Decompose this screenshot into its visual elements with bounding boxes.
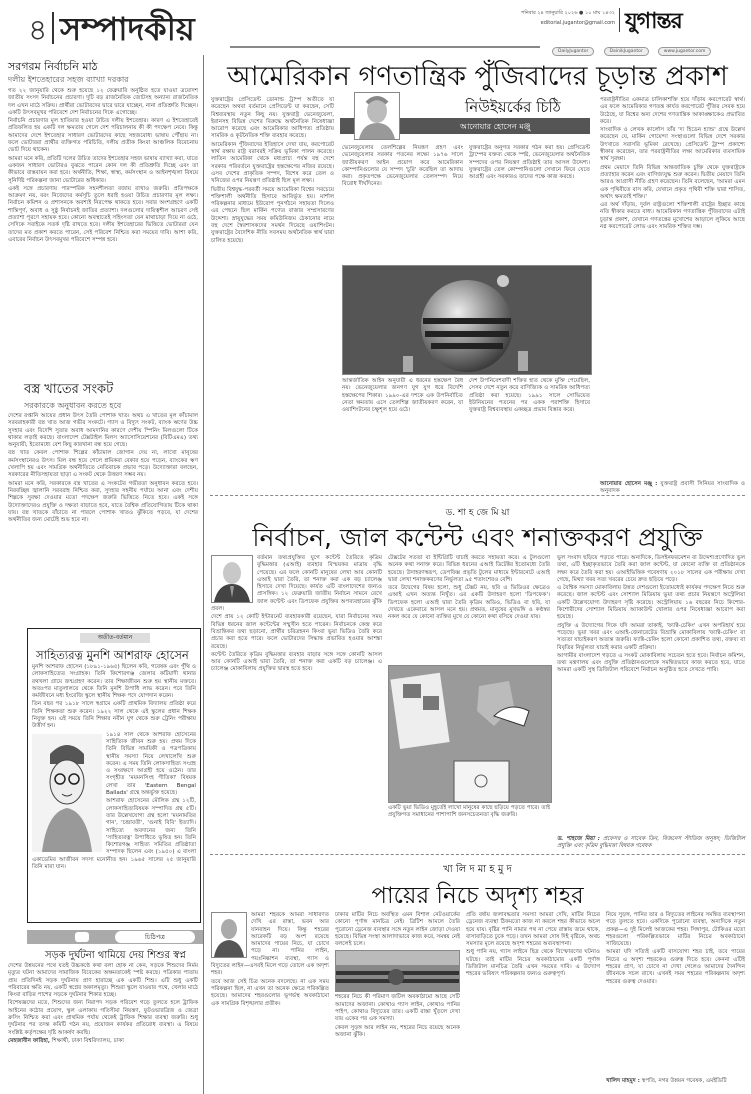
issue-date: শনিবার ২৪ জানুয়ারি ২০২৬ ● ১০ মাঘ ১৪৩২ [521, 10, 615, 16]
paragraph: তিন বছর পর ১৯১৮ সালে স্বগ্রামে একটি প্রাথমিক বিদ্যালয় প্রতিষ্ঠা করে তিনি শিক্ষকতা শুরু করেন। ১৯২২ সাল থেকে এই স্কুলের প্রধান শিক্ষক নিযুক্ত হন। এই সময়ে তিনি শিক্ষার নবীন যুগ থেকে শুরু ট্রেনিং পরীক্ষায় উত্তীর্ণ হন। [32, 701, 196, 730]
editorial-email[interactable]: editorial.jugantor@gmail.com [540, 20, 615, 26]
paragraph: পররাষ্ট্রনীতির একমাত্র চালিকাশক্তি হয়ে দাঁড়ায় করপোরেট স্বার্থ। এর ফলে আমেরিকার গণতন্ত্র কার্যত করপোরেট পুঁজির সেবক হয়ে উঠেছে, যা বিশ্বের অন্য দেশের গণতান্ত্রিক আকাঙ্ক্ষাকেও প্রভাবিত করে। [600, 97, 745, 125]
article-2-col-1 [211, 555, 382, 850]
bio-text: যুক্তরাষ্ট্র প্রবাসী সিনিয়র সাংবাদিক ও অনুবাদক [600, 481, 746, 495]
editorial-1-subtitle: দলীয় ইশতেহারের সহজ ব্যাখ্যা দরকার [8, 75, 129, 84]
article-2-bio [557, 836, 745, 851]
heritage-label [80, 633, 150, 643]
letter-signature [8, 1038, 198, 1045]
letter-title: সড়ক দুর্ঘটনা থামিয়ে দেয় শিশুর স্বপ্ন [45, 950, 186, 961]
ballot-box-image-icon [389, 666, 551, 802]
paragraph: শুধু পানি নয়, গ্যাস লাইনে ছিদ্র থেকে বিস্ফোরণের ঘটনাও ঘটছে। তাই মাটির নিচের অবকাঠামোর একটি পূর্ণাঙ্গ ডিজিটাল মানচিত্র তৈরি এখন সময়ের দাবি। এ উদ্যোগ শহরের ভবিষ্যৎ পরিকল্পনার জন্যও গুরুত্বপূর্ণ। [466, 949, 600, 978]
editorial-2-subtitle: সরকারকে অনুধাবন করতে হবে [24, 401, 122, 410]
paragraph: ১৯১৪ সাল থেকে আশরাফ হোসেনের সাহিত্যিক জীবন শুরু হয়। প্রথম দিকে তিনি বিভিন্ন সাময়িকী ও পত্রপত্রিকায় স্থানীয় সমস্যা নিয়ে লেখালেখি শুরু করেন। এ সময় তিনি লোকসাহিত্য সংগ্রহ ও সংরক্ষণে আগ্রহী হয়ে ওঠেন। তার সংগৃহীত 'ময়মনসিংহ গীতিকা' বিষয়ক লেখা তার 'Eastern Bengal Ballads' গ্রন্থে অন্তর্ভুক্ত হয়েছে। [106, 731, 196, 797]
article-2-col-2-top [388, 555, 550, 662]
paragraph: আমরা যদি সত্যিই একটি বাসযোগ্য শহর চাই, তবে পায়ের নিচের এ অদৃশ্য শহরকেও গুরুত্ব দিতে হবে। কেননা এটিই শহরের প্রাণ, যা চোখে না দেখা গেলেও আমাদের দৈনন্দিন জীবনকে সচল রাখে। এখনই সময় শহরের পরিকল্পনায় অদৃশ্য শহরের গুরুত্ব দেওয়ার। [606, 949, 745, 985]
article-3-col-3 [466, 912, 600, 1092]
paragraph: শহরের নিচে কী পরিমাণ জটিল অবকাঠামো আছে সেটি আমাদের অজানা। কোথাও গ্যাস লাইন, কোথাও পানির পাইপ, কোথাও বিদ্যুতের তার। একটি রাস্তা খুঁড়লে দেখা যায় একের পর এক সমস্যা। [335, 994, 460, 1023]
bio-name: ড. শাহজে মিয়া : [557, 836, 600, 842]
election-illustration [388, 665, 552, 803]
article-3-bio [606, 1078, 745, 1087]
portrait-sketch-icon [32, 734, 102, 852]
paragraph: আন্তর্জাতিক আইন অনুযায়ী এ ধরনের হস্তক্ষেপ বৈধ নয়। ভেনেজুয়েলার জনগণ যুগ যুগ ধরে বিদেশি হস্তক্ষেপের শিকার। ১৯৯০-এর দশকে এক উপনির্বাচিত নেতা ক্ষমতায় এসে তেলশিল্প জাতীয়করণ করেন, যা ওয়াশিংটনের চক্ষুশূল হয়ে ওঠে। [342, 378, 463, 414]
logo-divider [619, 8, 620, 32]
paragraph: প্রতি বর্ষায় জলাবদ্ধতার সমস্যা আমরা দেখি, মাটির নিচের ড্রেনেজ ব্যবস্থা ঠিকমতো কাজ না করলে শহর কীভাবে অচল হয়ে যায়। বৃষ্টির পানি নামার পথ না পেয়ে রাস্তায় জমে থাকে, বাসাবাড়িতে ঢুকে পড়ে। তখন আমরা দোষ দিই বৃষ্টিকে, অথচ সমস্যার মূলে রয়েছে অদৃশ্য শহরের অব্যবস্থাপনা। [466, 912, 600, 948]
paragraph: নির্বাচনি প্রচারণার মূল হাতিয়ার হওয়া উচিত দলীয় ইশতেহার। কারণ এ ইশতেহারেই প্রতিফলিত হয় একটি দল ক্ষমতায় গেলে দেশ পরিচালনায় কী কী পদক্ষেপ নেবে। কিন্তু আমাদের দেশে ইশতেহার সাধারণ ভোটারদের কাছে সহজবোধ্য ভাষায় পৌঁছায় না। ফলে ভোটাররা প্রার্থীর ব্যক্তিগত পরিচিতি, দলীয় প্রতীক কিংবা আঞ্চলিক বিবেচনায় ভোট দিয়ে থাকেন। [8, 118, 198, 154]
paragraph: আগামীর বাংলাদেশ গড়তে এ সংকট মোকাবিলায় সচেতন হতে হবে। নির্বাচন কমিশন, তথ্য মন্ত্রণালয় এবং প্রযুক্তি প্রতিষ্ঠানগুলোকে সমন্বিতভাবে কাজ করতে হবে, যাতে আমরা একটি সুস্থ ডিজিটাল পরিবেশে নির্বাচন অনুষ্ঠিত হতে দেখতে পারি। [557, 652, 745, 674]
paragraph: গত ২২ জানুয়ারি থেকে শুরু হয়েছে ১২ ফেব্রুয়ারি অনুষ্ঠিত হতে যাওয়া ত্রয়োদশ জাতীয় সংসদ নির্বাচনের প্রচারণা। দুটি বড় রাজনৈতিক জোটসহ অন্যান্য রাজনৈতিক দল এখন মাঠে সক্রিয়। প্রার্থীরা ভোটারদের দ্বারে দ্বারে যাচ্ছেন, নানা প্রতিশ্রুতি দিচ্ছেন। একটি উৎসবমুখর পরিবেশে দেশ নির্বাচনের দিকে এগোচ্ছে। [8, 88, 198, 116]
paragraph: টেক্সটের সততা বা ইন্টিগ্রিটি যাচাই করতে সহায়তা করে। এ টুলগুলো অনেক কথা সনাক্ত করে। বিভিন্ন ধরনের এআই ডিটেক্টর ইতোমধ্যে তৈরি হয়েছে। উদাহরণস্বরূপ, ডেপফিক্স প্রভৃতি টুলের মাধ্যমে ইন্টারনেটে এআই দ্বারা লেখা শনাক্তকরণের নির্ভুলতা ৯৫ শতাংশেরও বেশি। [388, 555, 550, 583]
paragraph: আশরাফ হোসেনের মৌলিক গ্রন্থ ১২টি, লোকসাহিত্যবিষয়ক সম্পাদিত গ্রন্থ ৫টি। তার উল্লেখযোগ্য গ্রন্থ হলো 'ময়নামতির গান', 'চন্দ্রাবতী', 'গুনাই বিবি' ইত্যাদি। সাহিত্যে অবদানের জন্য তিনি 'সাহিত্যরত্ন' উপাধিতে ভূষিত হন। তিনি কিশোরগঞ্জ সাহিত্য সমিতির প্রতিষ্ঠাতা সম্পাদক ছিলেন এবং (১৯৫০) এ বাংলা একাডেমির আজীবন সদস্য মনোনীত হন। ১৯৬৫ সালের ২৫ জানুয়ারি তিনি মারা যান। [32, 798, 196, 871]
letter-body [8, 963, 198, 1091]
editorial-2-title: বস্ত্র খাতের সংকট [24, 382, 114, 397]
bio-text: স্থপতি, নগর উন্নয়ন গবেষক, এমইডিটি [639, 1078, 727, 1084]
bio-name: আনোয়ার হোসেন মঞ্জু : [600, 481, 658, 487]
paragraph: আমেরিকান পুঁজিবাদের ইতিহাসে দেখা যায়, করপোরেট স্বার্থ রক্ষায় রাষ্ট্র বরাবরই সক্রিয় ভূমিকা পালন করেছে। লাতিন আমেরিকা থেকে মধ্যপ্রাচ্য পর্যন্ত বহু দেশে সরকার পরিবর্তনে যুক্তরাষ্ট্রের হস্তক্ষেপের নজির রয়েছে। এসব দেশের প্রাকৃতিক সম্পদ, বিশেষ করে তেল ও খনিজের ওপর নিয়ন্ত্রণ প্রতিষ্ঠাই ছিল মূল লক্ষ্য। [211, 141, 334, 185]
article-1-col-2-bottom [342, 378, 463, 490]
article-1-col-3-top [469, 145, 590, 261]
author-portrait-icon [355, 93, 399, 139]
paragraph: যুক্তরাষ্ট্রের প্রেসিডেন্ট ডোনাল্ড ট্রাম্প অতীতে যা করেছেন অথবা বর্তমানে প্রেসিডেন্ট যা করছেন, সেটি বিশ্বব্যবস্থায় নতুন কিছু নয়। যুক্তরাষ্ট্র ভেনেজুয়েলা, ইরানসহ বিভিন্ন দেশের বিরুদ্ধে অর্থনৈতিক নিষেধাজ্ঞা আরোপ করেছে এবং আমেরিকার আধিপত্য প্রতিষ্ঠায় সামরিক ও কূটনৈতিক শক্তি ব্যবহার করেছে। [211, 97, 334, 140]
article-3-col-2 [335, 912, 460, 1092]
author-photo [211, 555, 253, 603]
paragraph: যুক্তরাষ্ট্রের অনুগত সরকার গঠন করা হয়। প্রেসিডেন্ট ট্রাম্পের বক্তব্য থেকে স্পষ্ট, ভেনেজুয়েলার অর্থনৈতিক সম্পদের ওপর নিয়ন্ত্রণ প্রতিষ্ঠাই তার আসল উদ্দেশ্য। যুক্তরাষ্ট্রের তেল কোম্পানিগুলো সেখানে ফিরে যেতে আগ্রহী এবং সরকারও তাদের পক্ষে কাজ করছে। [469, 145, 590, 181]
bio-name: খালিদ মাহমুদ : [606, 1078, 640, 1084]
paragraph: ভেনেজুয়েলার তেলশিল্পের নিয়ন্ত্রণ গ্রহণ এবং ভেনেজুয়েলার সরকার পতনের লক্ষ্যে ১৯৭৬ সালে জাতীয়করণ আইন প্রয়োগ করে আমেরিকান কোম্পানিগুলোর যে সম্পদ 'চুরি' করেছিল তা আদায় করা। প্রকৃতপক্ষে ভেনেজুয়েলার তেলসম্পদ নিয়ে বিরোধ দীর্ঘদিনের। [342, 145, 463, 188]
section-separator [210, 495, 745, 496]
article-1-col-3-bottom [469, 378, 590, 490]
author-photo [211, 912, 247, 958]
paragraph: আমরা শহরকে আমরা সাধারণত দেখি এর রাস্তা, ভবন আর যানবাহন দিয়ে। কিন্তু শহরের আরেকটি বড় অংশ রয়েছে আমাদের পায়ের নিচে, যা চোখে পড়ে না। পানির লাইন, পয়ঃনিষ্কাশন ব্যবস্থা, গ্যাস ও বিদ্যুতের লাইন—এসবই মিলে গড়ে তোলে এক অদৃশ্য শহর। [211, 912, 329, 977]
editorial-1-title: সরগরম নির্বাচনি মাঠ [8, 60, 98, 73]
website-link[interactable]: www.jugantor.com [658, 47, 712, 56]
facebook-link-2[interactable]: DainikJugantor [604, 47, 649, 56]
column-banner-title: নিউইয়র্কের চিঠি [465, 98, 561, 116]
paragraph: প্রযুক্তি এ উদ্যোগের দিকে যদি আমরা তাকাই, 'ফ্যাক্ট-চেকিং' এখন অপরিহার্য হয়ে পড়েছে। ভুয়া খবর এবং এআই-জেনারেটেড বিভ্রান্তি মোকাবিলায় 'ফ্যাক্ট-চেকিং' বা সত্যতা যাচাইকরণ অত্যন্ত জরুরি। ফ্যাক্ট-চেকিং হলো কোনো প্রকাশিত তথ্য, বক্তব্য বা বিবৃতির নির্ভুলতা যাচাই করার একটি প্রক্রিয়া। [557, 622, 745, 651]
paragraph: বর্তমান তথ্যপ্রযুক্তির যুগে কন্টেন্ট তৈরিতে কৃত্রিম বুদ্ধিমত্তার (এআই) ব্যবহার বিস্ময়কর মাত্রায় বৃদ্ধি পেয়েছে। এর ফলে কোনটি মানুষের লেখা আর কোনটি এআই দ্বারা তৈরি, তা শনাক্ত করা এক বড় চ্যালেঞ্জ হিসাবে দেখা দিয়েছে। কার্যত এটি বাংলাদেশের জন্যও প্রাসঙ্গিক। ১২ ফেব্রুয়ারি জাতীয় নির্বাচন সামনে রেখে জাল কন্টেন্ট এবং ডিপফেক প্রযুক্তির অপব্যবহারের ঝুঁকি প্রবল। [211, 555, 382, 613]
paragraph: একই সঙ্গে প্রচারণায় পারস্পরিক সহনশীলতা বজায় রাখাও জরুরি। প্রতিপক্ষকে আক্রমণ নয়, বরং নিজেদের কর্মসূচি তুলে ধরাই হওয়া উচিত প্রচারণার মূল লক্ষ্য। নির্বাচন কমিশন ও প্রশাসনকে অবশ্যই নিরপেক্ষ থাকতে হবে। সবার অংশগ্রহণে একটি শান্তিপূর্ণ, অবাধ ও সুষ্ঠু নির্বাচনই জাতির প্রত্যাশা। দলগুলোর দায়িত্বশীল আচরণ সেই প্রত্যাশা পূরণে সহায়ক হবে। কোনো অবস্থাতেই সহিংসতা যেন মাথাচাড়া দিয়ে না ওঠে, সেদিকে সবাইকে সতর্ক দৃষ্টি রাখতে হবে। দলীয় ইশতেহারের ভিত্তিতে ভোটাররা যেন তাদের মত প্রকাশ করতে পারেন, সেই পরিবেশ নিশ্চিত করা সময়ের দাবি। আশা করি, এবারের নির্বাচন উৎসবমুখর পরিবেশে সম্পন্ন হবে। [8, 185, 198, 243]
paragraph: আমরা মনে করি, সরকারকে বস্ত্র খাতের এ সংকটের গভীরতা অনুধাবন করতে হবে। নিরবচ্ছিন্ন জ্বালানি সরবরাহ নিশ্চিত করা, সুদহার সহনীয় পর্যায়ে আনা এবং দেশীয় শিল্পকে সুরক্ষা দেওয়ার মতো পদক্ষেপ জরুরি ভিত্তিতে নিতে হবে। একই সঙ্গে উদ্যোক্তাদেরও প্রযুক্তি ও দক্ষতা বাড়াতে হবে, যাতে বৈশ্বিক প্রতিযোগিতায় টিকে থাকা যায়। বস্ত্র খাতকে বাঁচাতে না পারলে পোশাক খাতও ঝুঁকিতে পড়বে, যা দেশের অর্থনীতির জন্য মোটেই শুভ হবে না। [8, 480, 198, 524]
author-portrait-icon [212, 913, 246, 957]
paragraph: মুনশি আশরাফ হোসেন (১৮৯১-১৯৬৫) ছিলেন কবি, গবেষক এবং পুঁথি ও লোকসাহিত্যের সংগ্রাহক। তিনি কিশোরগঞ্জ জেলার কটিয়াদী থানার রথখলা গ্রামে জন্মগ্রহণ করেন। তার শিক্ষাজীবন শুরু হয় স্থানীয় মক্তবে। অতঃপর মাতুলালয়ে থেকে তিনি মুনশি উপাধি লাভ করেন। পরে তিনি কর্মজীবনে মধ্য ইংরেজি স্কুলে স্থানীয় শিক্ষক পদে যোগদান করেন। [32, 664, 196, 700]
section-separator [210, 854, 745, 855]
paragraph: দেশের উন্নয়নের পথে যতই উচ্চকণ্ঠে কথা বলা হোক না কেন, সড়কে শিশুদের নির্মম মৃত্যুর ঘটনা আমাদের সামাজিক বিবেকের অক্ষমতাকেই স্পষ্ট করছে। পত্রিকার পাতায় প্রায় প্রতিদিনই সড়ক দুর্ঘটনায় প্রাণ হারাচ্ছে এক একটি শিশু। এটি শুধু একটি পরিবারের ক্ষতি নয়, একটি স্বপ্নের অকালমৃত্যু। শিশুরা স্কুলে যাওয়ার পথে, খেলার মাঠে কিংবা বাড়ির পাশের সড়কে দুর্ঘটনার শিকার হচ্ছে। [8, 963, 198, 999]
paragraph: দেশে প্রায় ১২ কোটি ইন্টারনেট ব্যবহারকারী রয়েছেন, যারা নির্বাচনের সময় বিভিন্ন ধরনের জাল কন্টেন্টের সম্মুখীন হতে পারেন। নির্বাচনকে কেন্দ্র করে বিভ্রান্তিকর তথ্য ছড়ানো, প্রার্থীর চরিত্রহনন কিংবা ভুয়া ভিডিও তৈরি করে প্রচার করা হতে পারে। ফলে ভোটারদের সিদ্ধান্ত প্রভাবিত হওয়ার আশঙ্কা রয়েছে। [211, 614, 382, 650]
header-divider [52, 12, 54, 44]
column-banner-author: আনোয়ার হোসেন মঞ্জু [460, 122, 531, 131]
signature-info: শিক্ষার্থী, ঢাকা বিশ্ববিদ্যালয়, ঢাকা [50, 1037, 124, 1044]
heritage-label-text: অতীত-বর্তমান [97, 634, 133, 641]
article-2-col-2-bottom [388, 805, 550, 850]
paragraph: কন্টেন্ট তৈরিতে কৃত্রিম বুদ্ধিমত্তার ব্যবহার বাড়ার সঙ্গে সঙ্গে কোনটি আসল আর কোনটি এআই দ্বারা তৈরি, তা শনাক্ত করা একটি বড় চ্যালেঞ্জ। এ চ্যালেঞ্জ মোকাবিলায় প্রযুক্তির দ্বারস্থ হতে হবে। [211, 651, 382, 673]
paragraph: দ্বিতীয় বিশ্বযুদ্ধ-পরবর্তী সময়ে আমেরিকা বিশ্বের সবচেয়ে শক্তিশালী অর্থনীতি হিসাবে আবির্ভূত হয়। মার্শাল পরিকল্পনার মাধ্যমে ইউরোপ পুনর্গঠনে সহায়তা দিলেও এর পেছনে ছিল মার্কিন পণ্যের বাজার সম্প্রসারণের উদ্দেশ্য। স্নায়ুযুদ্ধের সময় কমিউনিজম ঠেকানোর নামে বহু দেশে স্বৈরশাসকদের সমর্থন দিয়েছে ওয়াশিংটন। যুক্তরাষ্ট্রের বৈদেশিক নীতি সবসময় অর্থনৈতিক স্বার্থ দ্বারা চালিত হয়েছে। [211, 186, 334, 244]
paragraph: দেশের রপ্তানি আয়ের প্রধান উৎস তৈরি পোশাক খাত। অথচ এ খাতের মূল কাঁচামাল সরবরাহকারী বস্ত্র খাত আজ গভীর সংকটে। গ্যাস ও বিদ্যুৎ সংকট, ব্যাংক ঋণের উচ্চ সুদহার এবং বিদেশি সুতার অবাধ আমদানির কারণে দেশীয় স্পিনিং মিলগুলো টিকে থাকার লড়াই করছে। বাংলাদেশ টেক্সটাইল মিলস অ্যাসোসিয়েশনের (বিটিএমএ) তথ্য অনুযায়ী, ইতোমধ্যে বেশ কিছু কারখানা বন্ধ হয়ে গেছে। [8, 413, 198, 449]
article-1-col-2-top [342, 145, 463, 261]
paragraph: ঢাকার মাটির নিচে অবস্থিত এমন বিশাল নেটওয়ার্কের কোনো পূর্ণাঙ্গ মানচিত্র নেই। ব্রিটিশ আমলে তৈরি পুরোনো ড্রেনেজ ব্যবস্থার সঙ্গে নতুন লাইন জোড়া দেওয়া হয়েছে। বিভিন্ন সংস্থা আলাদাভাবে কাজ করে, সমন্বয় নেই বললেই চলে। [335, 912, 460, 948]
article-2-headline: নির্বাচন, জাল কন্টেন্ট এবং শনাক্তকরণ প্রযুক্তি [252, 523, 703, 552]
editorial-2-body [8, 413, 198, 621]
paragraph: এর অর্থ দাঁড়ায়, দুর্বল রাষ্ট্রগুলো শক্তিশালী রাষ্ট্রের ইচ্ছার কাছে নতি স্বীকার করতে বাধ্য। আমেরিকান গণতান্ত্রিক পুঁজিবাদের এটাই চূড়ান্ত প্রকাশ, যেখানে গণতন্ত্রের মুখোশের আড়ালে লুকিয়ে আছে নগ্ন করপোরেট লোভ এবং সামরিক শক্তির দম্ভ। [600, 202, 745, 231]
section-title: সম্পাদকীয় [60, 10, 195, 48]
facebook-link[interactable]: DailyJugantor [552, 47, 594, 56]
article-2-col-3 [557, 555, 745, 833]
header-underline [230, 46, 540, 48]
article-2-author: ড. শা হ জে মি য়া [445, 508, 510, 518]
paragraph: বস্ত্র খাত কেবল পোশাক শিল্পের কাঁচামাল জোগান দেয় না, লাখো মানুষের কর্মসংস্থানেরও উৎস। মিল বন্ধ হয়ে গেলে শ্রমিকরা বেকার হয়ে পড়েন, ব্যাংকের ঋণ খেলাপি হয় এবং সামগ্রিক অর্থনীতিতে নেতিবাচক প্রভাব পড়ে। উদ্যোক্তারা বলছেন, সরকারের নীতিসহায়তা ছাড়া এ সংকট থেকে উত্তরণ সম্ভব নয়। [8, 450, 198, 479]
social-links [548, 37, 711, 56]
paragraph: ভুল সংবাদ ছড়িয়ে পড়তে পারে। অন্যদিকে, ডিসইনফরমেশন বা উদ্দেশ্যপ্রণোদিত ভুল তথ্য, এটি ইচ্ছাকৃতভাবে তৈরি করা জাল কন্টেন্ট, যা কোনো ব্যক্তি বা প্রতিষ্ঠানকে লক্ষ্য করে তৈরি করা হয়। এআইভিত্তিক গবেষণায় ২০১৮ সালের এক পরীক্ষায় দেখা গেছে, মিথ্যা খবর সত্য খবরের চেয়ে দ্রুত ছড়িয়ে পড়ে। [557, 555, 745, 583]
paragraph: তবে আজ সেই চিত্র অনেক বদলেছে। না এক সময় পরিকল্পনা ছিল, না এখন তা অনেক ক্ষেত্রে পরিকল্পিত হয়েছে। আমাদের শহরগুলোর ভূগর্ভস্থ অবকাঠামো এক সামগ্রিক বিশৃঙ্খলার প্রতীক। [211, 978, 329, 1007]
article-3-headline: পায়ের নিচে অদৃশ্য শহর [371, 883, 584, 909]
article-1-col-1 [211, 97, 334, 490]
page-number: ৪ [28, 13, 48, 48]
paragraph: প্রথম মেয়াদে তিনি বিভিন্ন আন্তর্জাতিক চুক্তি থেকে যুক্তরাষ্ট্রকে প্রত্যাহার করেন এবং বাণিজ্যযুদ্ধ শুরু করেন। দ্বিতীয় মেয়াদে তিনি আরও আগ্রাসী নীতি গ্রহণ করেছেন। তিনি বলেছেন, 'আমরা এমন এক পৃথিবীতে বাস করি, যেখানে প্রকৃত পৃথিবী শক্তি দ্বারা শাসিত, অর্থাৎ ক্ষমতাই শক্তি।' [600, 164, 745, 200]
signature-name: মেহজাবীন ফারিহা, [8, 1037, 51, 1044]
column-divider [203, 55, 204, 1094]
underground-city-illustration [335, 950, 460, 992]
article-3-col-4 [606, 912, 745, 1072]
letters-banner [27, 930, 203, 944]
heritage-title: সাহিত্যরত্ন মুনশি আশরাফ হোসেন [36, 648, 189, 662]
paragraph: দেশ উপনিবেশবাদী শক্তির হাত থেকে মুক্তি পেয়েছিল, সেসব দেশে নতুন করে বাণিজ্যিক ও সামরিক আধিপত্য প্রতিষ্ঠা করা হয়েছে। ১৯৯১ সালে সোভিয়েত ইউনিয়নের পতনের পর একক পরাশক্তি হিসাবে যুক্তরাষ্ট্র বিশ্বব্যবস্থায় একচ্ছত্র প্রভাব বিস্তার করে। [469, 378, 590, 414]
paragraph: তবে উদ্বেগের বিষয় হলো, শুধু টেক্সট নয়, ছবি ও ভিডিওর ক্ষেত্রেও এআই এখন অত্যন্ত নিখুঁত। এর একটি উদাহরণ হলো 'ডিপফেক'। ডিপফেক হলো এআই দ্বারা তৈরি কৃত্রিম অডিও, ভিডিও বা ছবি, যা দেখতে একেবারে আসল মনে হয়। প্রথমত, মানুষের মুখভঙ্গি ও কণ্ঠস্বর নকল করে যে কোনো ব্যক্তির মুখে যে কোনো কথা বসিয়ে দেওয়া যায়। [388, 585, 550, 621]
author-photo [354, 92, 400, 140]
article-3-col-1 [211, 912, 329, 1092]
article-1-bio [600, 481, 746, 495]
envelope-icon [75, 932, 89, 942]
paragraph: সাংবাদিক ও লেখক কার্লোস তাঁর 'দ্য হিডেন হ্যান্ড' গ্রন্থে উল্লেখ করেছেন যে, মার্কিন গোয়েন্দা সংস্থাগুলো বিভিন্ন দেশে সরকার উৎখাতে সরাসরি ভূমিকা রেখেছে। প্রেসিডেন্ট ট্রাম্প প্রকাশ্যে স্বীকার করেছেন, তার পররাষ্ট্রনীতির লক্ষ্য আমেরিকার ব্যবসায়িক স্বার্থ সুরক্ষা। [600, 127, 745, 163]
article-1-col-4 [600, 97, 745, 477]
author-portrait-icon [212, 556, 252, 602]
heritage-portrait [32, 734, 102, 852]
article-1-headline: আমেরিকান গণতান্ত্রিক পুঁজিবাদের চূড়ান্ত প্রকাশ [227, 61, 728, 92]
letters-label: চিঠিপত্র [115, 931, 195, 943]
paragraph: একটি ভুয়া ভিডিও মুহূর্তেই লাখো মানুষের কাছে ছড়িয়ে পড়তে পারে। তাই প্রযুক্তিগত সমাধানের পাশাপাশি জনসচেতনতা বৃদ্ধি জরুরি। [388, 805, 550, 819]
paragraph: এ বৈশ্বিক সমস্যা মোকাবিলায় উন্নত দেশগুলো ইতোমধ্যেই কার্যকর পদক্ষেপ নিতে শুরু করেছে। জাল কন্টেন্ট এবং সোশ্যাল মিডিয়ায় ভুয়া তথ্য প্রচার নিয়ন্ত্রণে অস্ট্রেলিয়া একটি উল্লেখযোগ্য উদাহরণ সৃষ্টি করেছে। অস্ট্রেলিয়ায় ১৬ বছরের নিচে কিশোর-কিশোরীদের সোশ্যাল মিডিয়ায় অ্যাকাউন্ট খোলার ওপর নিষেধাজ্ঞা আরোপ করা হয়েছে। [557, 585, 745, 621]
article-3-author: খা লি দ মা হ মু দ [443, 864, 512, 875]
globe-image-icon [343, 266, 591, 374]
editorial-1-body [8, 88, 198, 356]
paragraph: আমরা মনে করি, প্রতিটি দলের উচিত তাদের ইশতেহার সহজ ভাষায় ব্যাখ্যা করা, যাতে একজন সাধারণ ভোটারও বুঝতে পারেন কোন দল কী প্রতিশ্রুতি দিচ্ছে এবং তা কীভাবে বাস্তবায়ন করা হবে। অর্থনীতি, শিক্ষা, স্বাস্থ্য, কর্মসংস্থান ও আইনশৃঙ্খলা বিষয়ে সুনির্দিষ্ট পরিকল্পনা জানা ভোটারের অধিকার। [8, 155, 198, 184]
globe-illustration [342, 265, 592, 375]
paragraph: নিয়ে সুড়ঙ্গ, পানির তার ও বিদ্যুতের লাইনের সমন্বিত ব্যবস্থাপনা গড়ে তুলতে হবে। একদিকে পুরোনো ব্যবস্থা, অন্যদিকে নতুন প্রকল্প—এ দুই মিলেই আজকের শহর। সিঙ্গাপুর, টোকিওর মতো শহরগুলো পরিকল্পিতভাবে মাটির নিচের অবকাঠামো সাজিয়েছে। [606, 912, 745, 948]
bio-text: প্রফেসর ও সাবেক ডিন, বিজনেস স্টাডিজ অনুষদ; ডিজিটাল প্রযুক্তি এবং কৃত্রিম বুদ্ধিমত্তা বিষয়ক গবেষক [557, 836, 745, 850]
heritage-body [32, 664, 196, 918]
paragraph: কেবল সুড়ঙ্গ আর লাইন নয়, শহরের নিচে রয়েছে অনেক অজানা ঝুঁকি। [335, 1024, 460, 1038]
pipes-image-icon [336, 951, 459, 991]
newspaper-logo: যুগান্তর [625, 9, 682, 34]
paragraph: বিশেষজ্ঞদের মতে, শিশুদের জন্য নিরাপদ সড়ক পরিবেশ গড়ে তুলতে হলে ট্রাফিক আইনের কঠোর প্রয়োগ, স্কুল এলাকায় গতিসীমা নিয়ন্ত্রণ, ফুটওভারব্রিজ ও জেব্রা ক্রসিং নিশ্চিত করা এবং প্রাথমিক পর্যায় থেকেই ট্রাফিক শিক্ষার ব্যবস্থা জরুরি। শুধু দুর্ঘটনার পর তদন্ত কমিটি গঠন নয়, প্রয়োজন কার্যকর প্রতিরোধ ব্যবস্থা। এ বিষয়ে সংশ্লিষ্ট কর্তৃপক্ষের দৃষ্টি আকর্ষণ করছি। [8, 1000, 198, 1036]
